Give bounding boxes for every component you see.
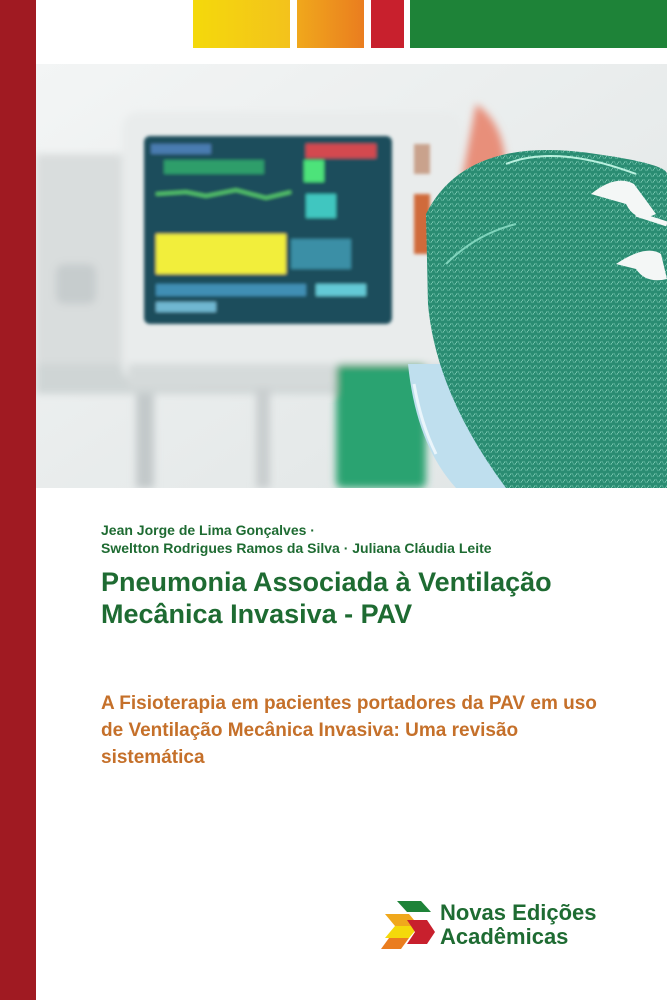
icu-monitor-photo <box>36 64 667 488</box>
book-title: Pneumonia Associada à Ventilação Mecânica Invasiva - PAV <box>101 567 552 629</box>
publisher-block <box>379 898 639 958</box>
color-band-green <box>410 0 667 48</box>
authors-line-2: Sweltton Rodrigues Ramos da Silva · Juliana Cláudia Leite <box>101 540 492 556</box>
color-band-red <box>371 0 404 48</box>
authors-line-1: Jean Jorge de Lima Gonçalves · <box>101 522 315 538</box>
publisher-logo-icon <box>379 900 435 950</box>
publisher-name <box>440 901 597 949</box>
publisher-name-line-1: Novas Edições <box>440 900 597 925</box>
authors <box>101 521 641 557</box>
color-band-yellow <box>193 0 290 48</box>
cover-photo <box>36 64 667 488</box>
book-subtitle: A Fisioterapia em pacientes portadores da PAV em uso de Ventilação Mecânica Invasiva: Uma revisão sistemática <box>101 693 597 768</box>
publisher-name-line-2: Acadêmicas <box>440 924 569 949</box>
spine-stripe <box>0 0 36 1000</box>
color-band-orange <box>297 0 364 48</box>
